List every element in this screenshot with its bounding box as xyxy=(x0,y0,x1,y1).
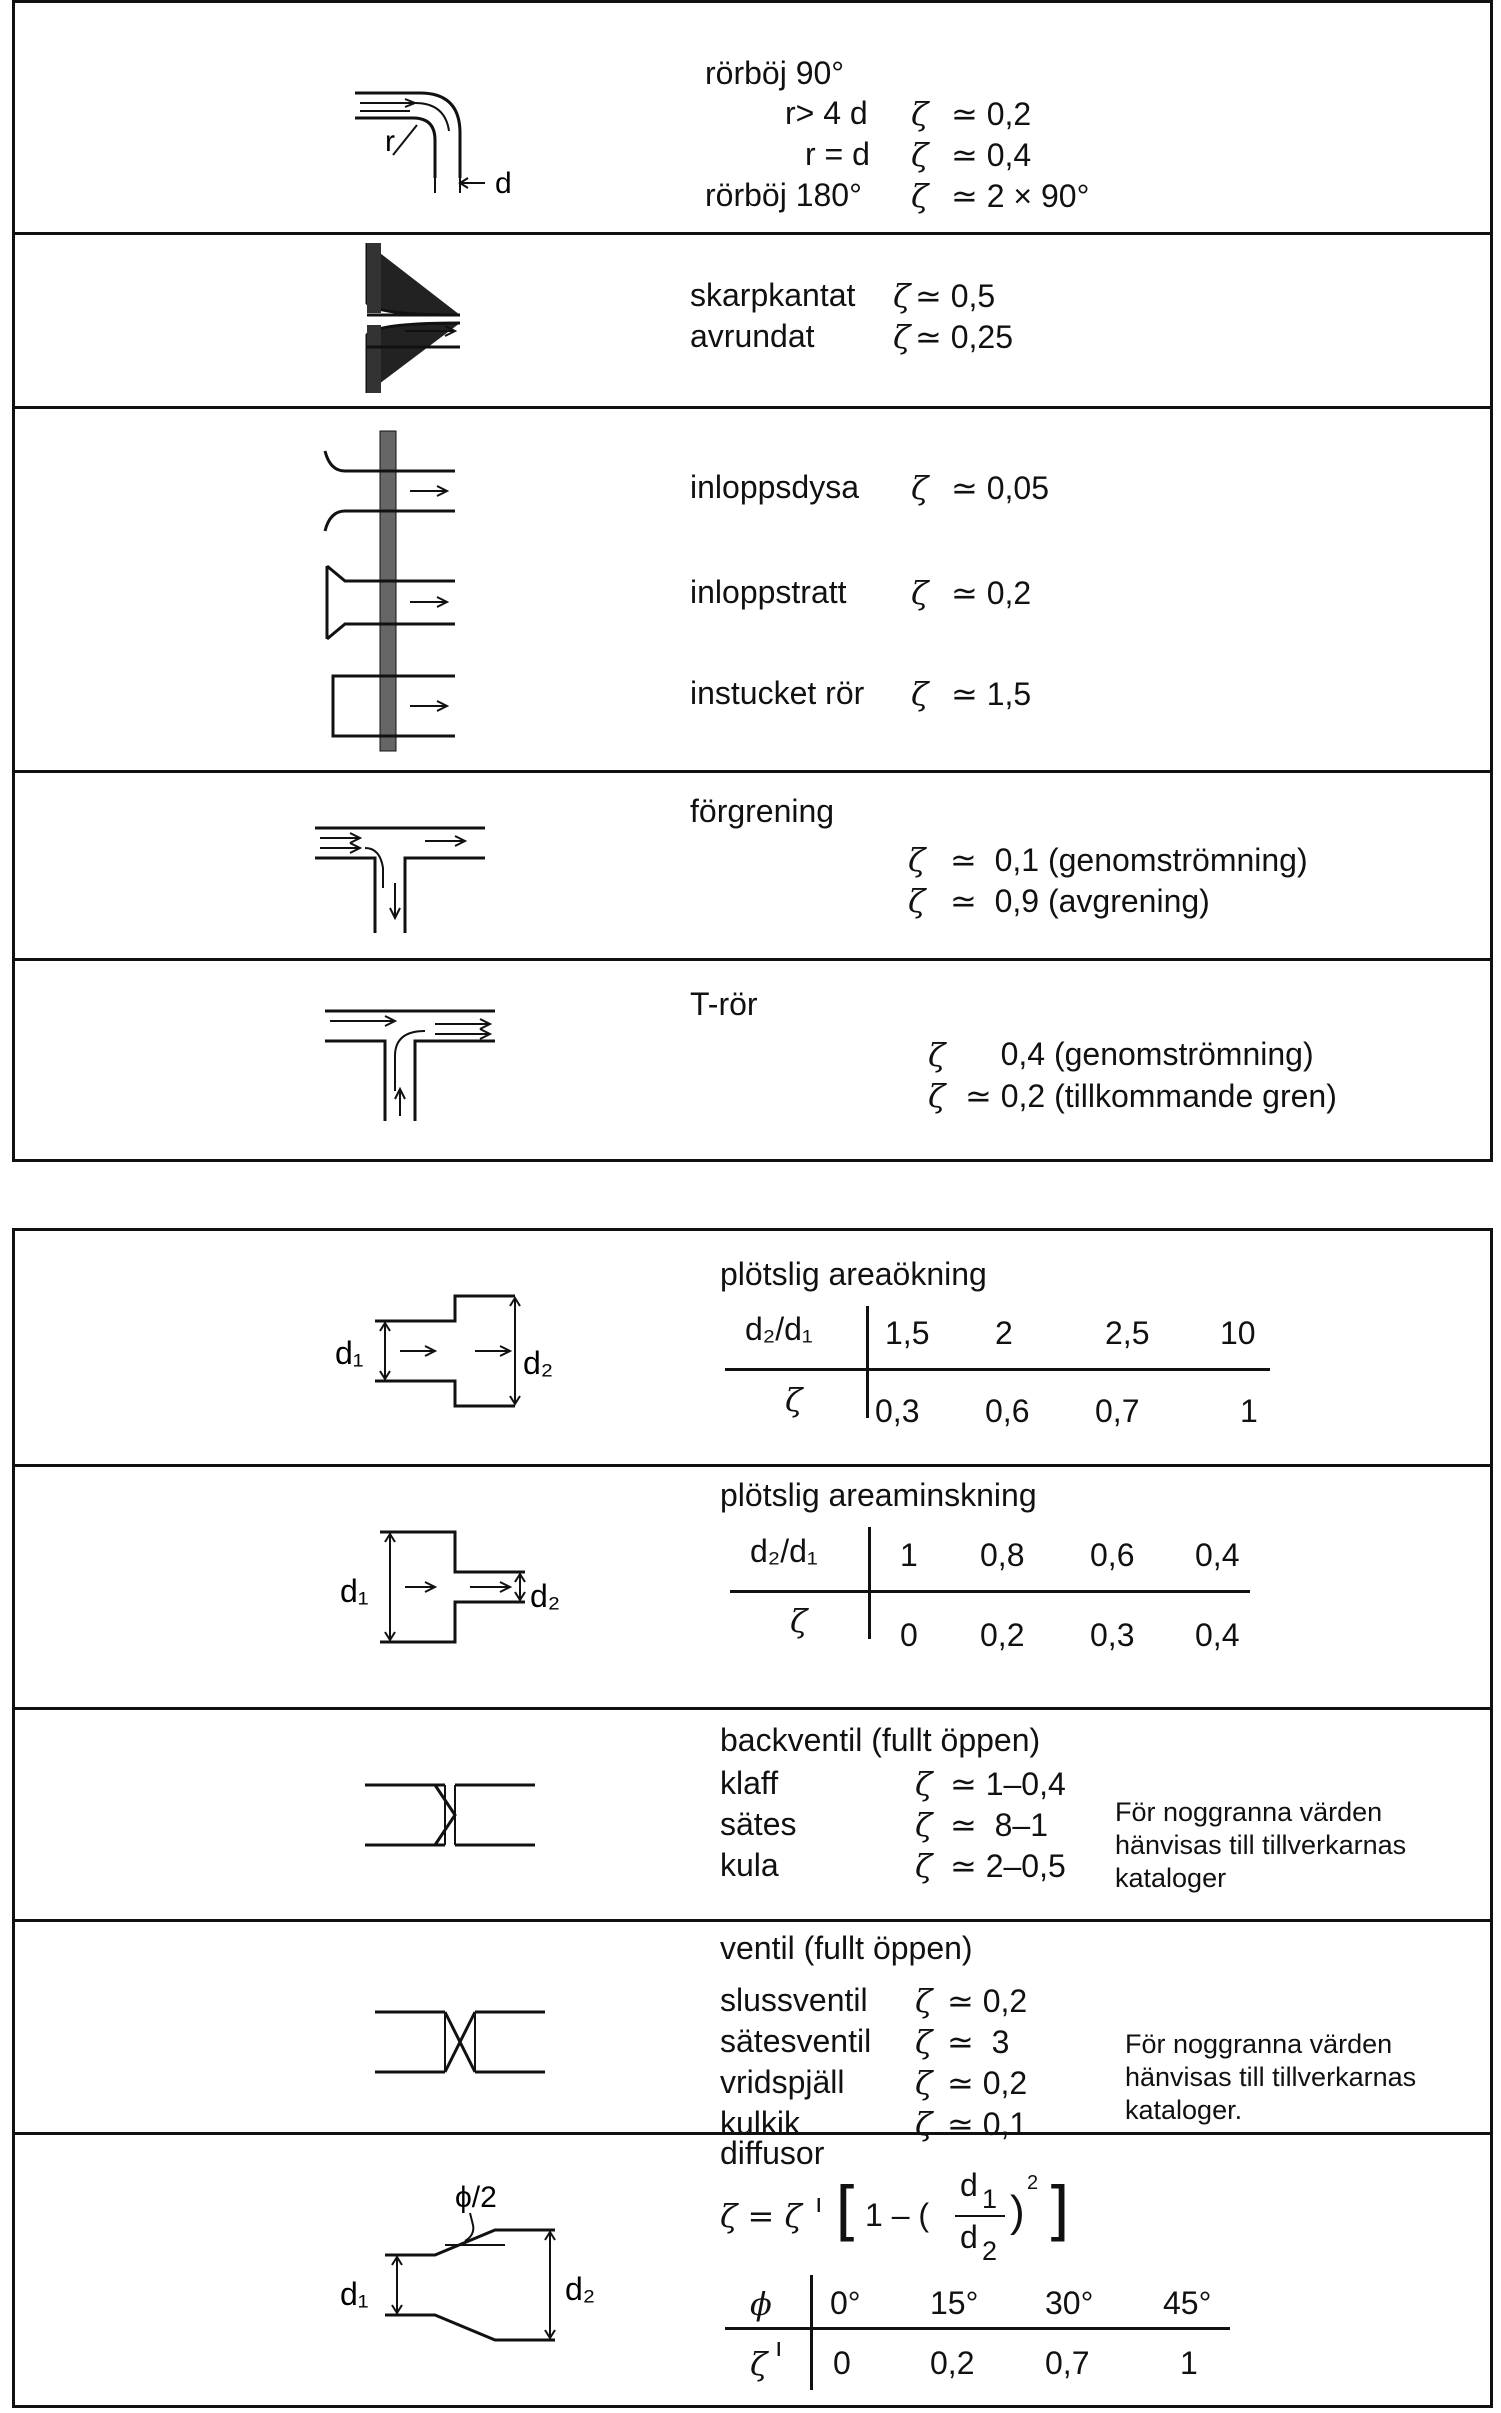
area-increase-z-3: 0,7 xyxy=(1095,1393,1140,1429)
area-increase-x-4: 10 xyxy=(1220,1315,1256,1351)
inlet-line-2-zeta: ζ xyxy=(893,318,911,356)
check-valve-line-3-zeta: ζ xyxy=(915,1847,933,1885)
area-increase-z-4: 1 xyxy=(1240,1393,1258,1429)
bend-d-label: d xyxy=(495,167,512,200)
area-decrease-figure xyxy=(325,1522,585,1652)
branching-line-1-zeta: ζ xyxy=(908,841,926,879)
diffuser-formula-den: d xyxy=(960,2219,978,2255)
wall-line-2-label: inloppstratt xyxy=(690,574,847,610)
valve-line-2-label: sätesventil xyxy=(720,2023,872,2059)
diffuser-z-2: 0,2 xyxy=(930,2345,975,2381)
diffuser-x-4: 45° xyxy=(1163,2285,1212,2321)
bend-line-1-value: ≃ 0,2 xyxy=(951,96,1032,132)
diffuser-formula-fraction-bar xyxy=(955,2215,1005,2217)
area-decrease-row-label: ζ xyxy=(790,1602,808,1640)
valve-line-2-value: ≃ 3 xyxy=(947,2024,1010,2060)
wall-line-2-value: ≃ 0,2 xyxy=(951,575,1032,611)
diffuser-x-3: 30° xyxy=(1045,2285,1094,2321)
area-decrease-table-vrule xyxy=(868,1527,871,1639)
row-pipe-bend xyxy=(15,3,1490,235)
row-inlet-edge xyxy=(15,235,1490,409)
check-valve-line-1-zeta: ζ xyxy=(915,1765,933,1803)
t-pipe-figure xyxy=(315,996,505,1121)
branching-line-1-value: ≃ 0,1 (genomströmning) xyxy=(950,842,1308,878)
diffuser-formula-one-minus: 1 – ( xyxy=(865,2197,930,2233)
area-decrease-title: plötslig areaminskning xyxy=(720,1477,1037,1513)
wall-line-3-zeta: ζ xyxy=(911,675,929,713)
bend-line-1-label: r> 4 d xyxy=(785,95,868,131)
area-increase-row-label: ζ xyxy=(785,1381,803,1419)
diffuser-x-2: 15° xyxy=(930,2285,979,2321)
wall-line-1-value: ≃ 0,05 xyxy=(951,470,1049,506)
area-increase-figure xyxy=(315,1286,575,1416)
pipe-bend-figure xyxy=(345,73,545,203)
row-branching xyxy=(15,773,1490,961)
area-increase-z-1: 0,3 xyxy=(875,1393,920,1429)
inlet-line-1-zeta: ζ xyxy=(893,277,911,315)
wall-line-1-label: inloppsdysa xyxy=(690,469,859,505)
top-table xyxy=(12,0,1493,1162)
row-valve xyxy=(15,1922,1490,2143)
bend-r-label: r xyxy=(385,125,395,158)
diffuser-header-label: ϕ xyxy=(750,2285,772,2323)
valve-note-1: För noggranna värden xyxy=(1125,2029,1393,2059)
valve-line-3-label: vridspjäll xyxy=(720,2064,845,2100)
bend-line-3-label: rörböj 180° xyxy=(705,177,862,213)
row-check-valve xyxy=(15,1710,1490,1922)
inlet-edge-figure xyxy=(355,243,485,393)
inlet-line-2-value: ≃ 0,25 xyxy=(915,319,1013,355)
diffuser-row-label-prime: ı xyxy=(775,2332,783,2362)
t-pipe-line-1-value: 0,4 (genomströmning) xyxy=(965,1036,1314,1072)
area-decrease-z-2: 0,2 xyxy=(980,1617,1025,1653)
valve-figure xyxy=(365,2002,555,2082)
area-decrease-table-hrule xyxy=(730,1590,1250,1593)
bend-line-2-label: r = d xyxy=(805,136,870,172)
area-decrease-x-4: 0,4 xyxy=(1195,1537,1240,1573)
area-increase-z-2: 0,6 xyxy=(985,1393,1030,1429)
row-area-increase xyxy=(15,1231,1490,1467)
area-decrease-x-2: 0,8 xyxy=(980,1537,1025,1573)
check-valve-line-1-value: ≃ 1–0,4 xyxy=(950,1766,1066,1802)
diffuser-z-4: 1 xyxy=(1180,2345,1198,2381)
area-decrease-d2-label: d₂ xyxy=(530,1578,561,1614)
area-increase-header-label: d₂/d₁ xyxy=(745,1311,813,1347)
area-increase-d2-label: d₂ xyxy=(523,1345,554,1381)
diffuser-formula-num: d xyxy=(960,2167,978,2203)
inlet-line-1-value: ≃ 0,5 xyxy=(915,278,996,314)
area-increase-x-3: 2,5 xyxy=(1105,1315,1150,1351)
row-wall-inlets xyxy=(15,409,1490,773)
t-pipe-title: T-rör xyxy=(690,986,758,1022)
valve-line-1-zeta: ζ xyxy=(915,1982,933,2020)
wall-line-3-label: instucket rör xyxy=(690,675,865,711)
valve-line-3-value: ≃ 0,2 xyxy=(947,2065,1028,2101)
valve-line-3-zeta: ζ xyxy=(915,2064,933,2102)
row-area-decrease xyxy=(15,1467,1490,1710)
valve-line-1-value: ≃ 0,2 xyxy=(947,1983,1028,2019)
branching-figure xyxy=(305,813,495,933)
valve-line-4-label: kulkik xyxy=(720,2105,801,2141)
check-valve-line-3-value: ≃ 2–0,5 xyxy=(950,1848,1066,1884)
check-valve-line-2-value: ≃ 8–1 xyxy=(950,1807,1048,1843)
diffuser-formula-bracket-right: ] xyxy=(1045,2175,1070,2249)
area-increase-table-hrule xyxy=(725,1368,1270,1371)
bend-line-3-value: ≃ 2 × 90° xyxy=(951,178,1090,214)
diffuser-d2-label: d₂ xyxy=(565,2271,596,2307)
valve-title: ventil (fullt öppen) xyxy=(720,1930,973,1966)
diffuser-formula-exp: 2 xyxy=(1027,2172,1039,2194)
row-diffuser xyxy=(15,2135,1490,2405)
diffuser-row-label: ζ xyxy=(750,2345,768,2383)
bend-line-2-value: ≃ 0,4 xyxy=(951,137,1032,173)
diffuser-figure xyxy=(325,2175,625,2355)
diffuser-table-hrule xyxy=(725,2327,1230,2330)
area-increase-x-2: 2 xyxy=(995,1315,1013,1351)
valve-note-3: kataloger. xyxy=(1125,2095,1243,2125)
bottom-table xyxy=(12,1228,1493,2408)
area-decrease-z-3: 0,3 xyxy=(1090,1617,1135,1653)
area-decrease-header-label: d₂/d₁ xyxy=(750,1533,818,1569)
bend-line-3-zeta: ζ xyxy=(911,177,929,215)
area-decrease-z-1: 0 xyxy=(900,1617,918,1653)
area-decrease-d1-label: d₁ xyxy=(340,1573,369,1609)
branching-line-2-value: ≃ 0,9 (avgrening) xyxy=(950,883,1210,919)
check-valve-note-3: kataloger xyxy=(1115,1863,1227,1893)
row-t-pipe xyxy=(15,961,1490,1161)
check-valve-title: backventil (fullt öppen) xyxy=(720,1722,1041,1758)
check-valve-note-2: hänvisas till tillverkarnas xyxy=(1115,1830,1407,1860)
diffuser-formula-den-sub: 2 xyxy=(982,2236,998,2266)
diffuser-z-1: 0 xyxy=(833,2345,851,2381)
check-valve-line-3-label: kula xyxy=(720,1847,779,1883)
diffuser-title: diffusor xyxy=(720,2135,825,2171)
branching-line-2-zeta: ζ xyxy=(908,882,926,920)
diffuser-table-vrule xyxy=(810,2275,813,2390)
area-increase-table-vrule xyxy=(866,1306,869,1418)
diffuser-formula-prime: ı xyxy=(815,2188,823,2218)
area-increase-d1-label: d₁ xyxy=(335,1335,364,1371)
area-decrease-x-1: 1 xyxy=(900,1537,918,1573)
check-valve-line-2-zeta: ζ xyxy=(915,1806,933,1844)
area-increase-title: plötslig areaökning xyxy=(720,1256,987,1292)
diffuser-formula-num-sub: 1 xyxy=(982,2184,998,2214)
diffuser-formula-lhs: ζ = ζ xyxy=(720,2197,802,2235)
wall-inlets-figure xyxy=(315,431,475,761)
diffuser-z-3: 0,7 xyxy=(1045,2345,1090,2381)
check-valve-figure xyxy=(355,1775,545,1855)
branching-title: förgrening xyxy=(690,793,835,829)
wall-line-1-zeta: ζ xyxy=(911,469,929,507)
area-decrease-x-3: 0,6 xyxy=(1090,1537,1135,1573)
diffuser-formula-bracket-left: [ xyxy=(835,2175,860,2249)
valve-line-2-zeta: ζ xyxy=(915,2023,933,2061)
valve-note-2: hänvisas till tillverkarnas xyxy=(1125,2062,1417,2092)
diffuser-phi-label: ϕ/2 xyxy=(455,2181,497,2214)
t-pipe-line-2-value: ≃ 0,2 (tillkommande gren) xyxy=(965,1078,1337,1114)
valve-line-4-value: ≃ 0,1 xyxy=(947,2106,1028,2142)
diffuser-x-1: 0° xyxy=(830,2285,861,2321)
diffuser-d1-label: d₁ xyxy=(340,2276,369,2312)
bend-line-2-zeta: ζ xyxy=(911,136,929,174)
check-valve-line-1-label: klaff xyxy=(720,1765,779,1801)
wall-line-2-zeta: ζ xyxy=(911,574,929,612)
t-pipe-line-1-zeta: ζ xyxy=(928,1036,946,1074)
inlet-line-1-label: skarpkantat xyxy=(690,277,856,313)
area-increase-x-1: 1,5 xyxy=(885,1315,930,1351)
bend-line-1-zeta: ζ xyxy=(911,95,929,133)
check-valve-note-1: För noggranna värden xyxy=(1115,1797,1383,1827)
diffuser-formula-paren-right: ) xyxy=(1010,2187,1025,2236)
valve-line-1-label: slussventil xyxy=(720,1982,868,2018)
t-pipe-line-2-zeta: ζ xyxy=(928,1077,946,1115)
valve-line-4-zeta: ζ xyxy=(915,2105,933,2143)
check-valve-line-2-label: sätes xyxy=(720,1806,797,1842)
inlet-line-2-label: avrundat xyxy=(690,318,815,354)
area-decrease-z-4: 0,4 xyxy=(1195,1617,1240,1653)
bend-title: rörböj 90° xyxy=(705,55,845,91)
wall-line-3-value: ≃ 1,5 xyxy=(951,676,1032,712)
